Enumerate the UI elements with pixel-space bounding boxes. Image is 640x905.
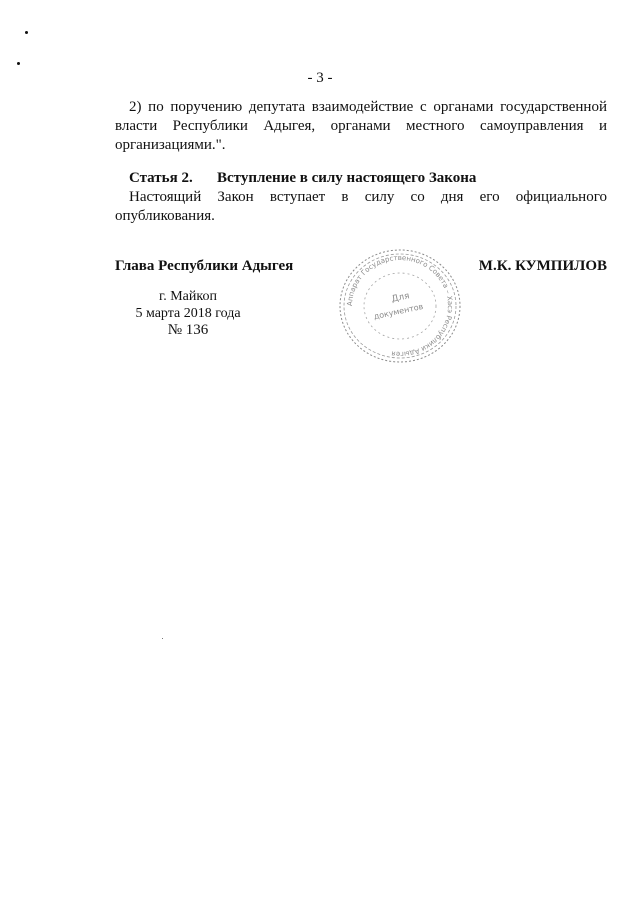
date: 5 марта 2018 года bbox=[135, 306, 241, 321]
signatory-position: Глава Республики Адыгея bbox=[115, 258, 294, 274]
article-text: Настоящий Закон вступает в силу со дня его официального опубликования. bbox=[115, 189, 607, 224]
signatory-name: М.К. КУМПИЛОВ bbox=[478, 258, 607, 274]
official-stamp-icon bbox=[335, 246, 465, 366]
scan-speck bbox=[17, 62, 20, 65]
article-paragraph bbox=[115, 188, 607, 226]
paragraph-item-2 bbox=[115, 98, 607, 155]
stamp-ring-text: Аппарат Государственного Совета – Хасэ Республики Адыгея bbox=[345, 253, 455, 359]
law-number: № 136 bbox=[167, 322, 209, 338]
place: г. Майкоп bbox=[159, 289, 217, 304]
paragraph-text: 2) по поручению депутата взаимодействие с органами государственной власти Республики Адыгея, органами местного самоуправления и организациями.". bbox=[115, 99, 607, 153]
stamp-center-text-2: документов bbox=[372, 301, 425, 322]
page-number: - 3 - bbox=[307, 70, 333, 86]
stamp-center-text-1: Для bbox=[390, 291, 411, 305]
article-number: Статья 2. bbox=[129, 170, 193, 186]
article-heading bbox=[129, 170, 476, 187]
place-date-block bbox=[120, 288, 256, 339]
scan-speck bbox=[162, 638, 163, 639]
article-title: Вступление в силу настоящего Закона bbox=[217, 170, 477, 186]
scan-speck bbox=[25, 31, 28, 34]
